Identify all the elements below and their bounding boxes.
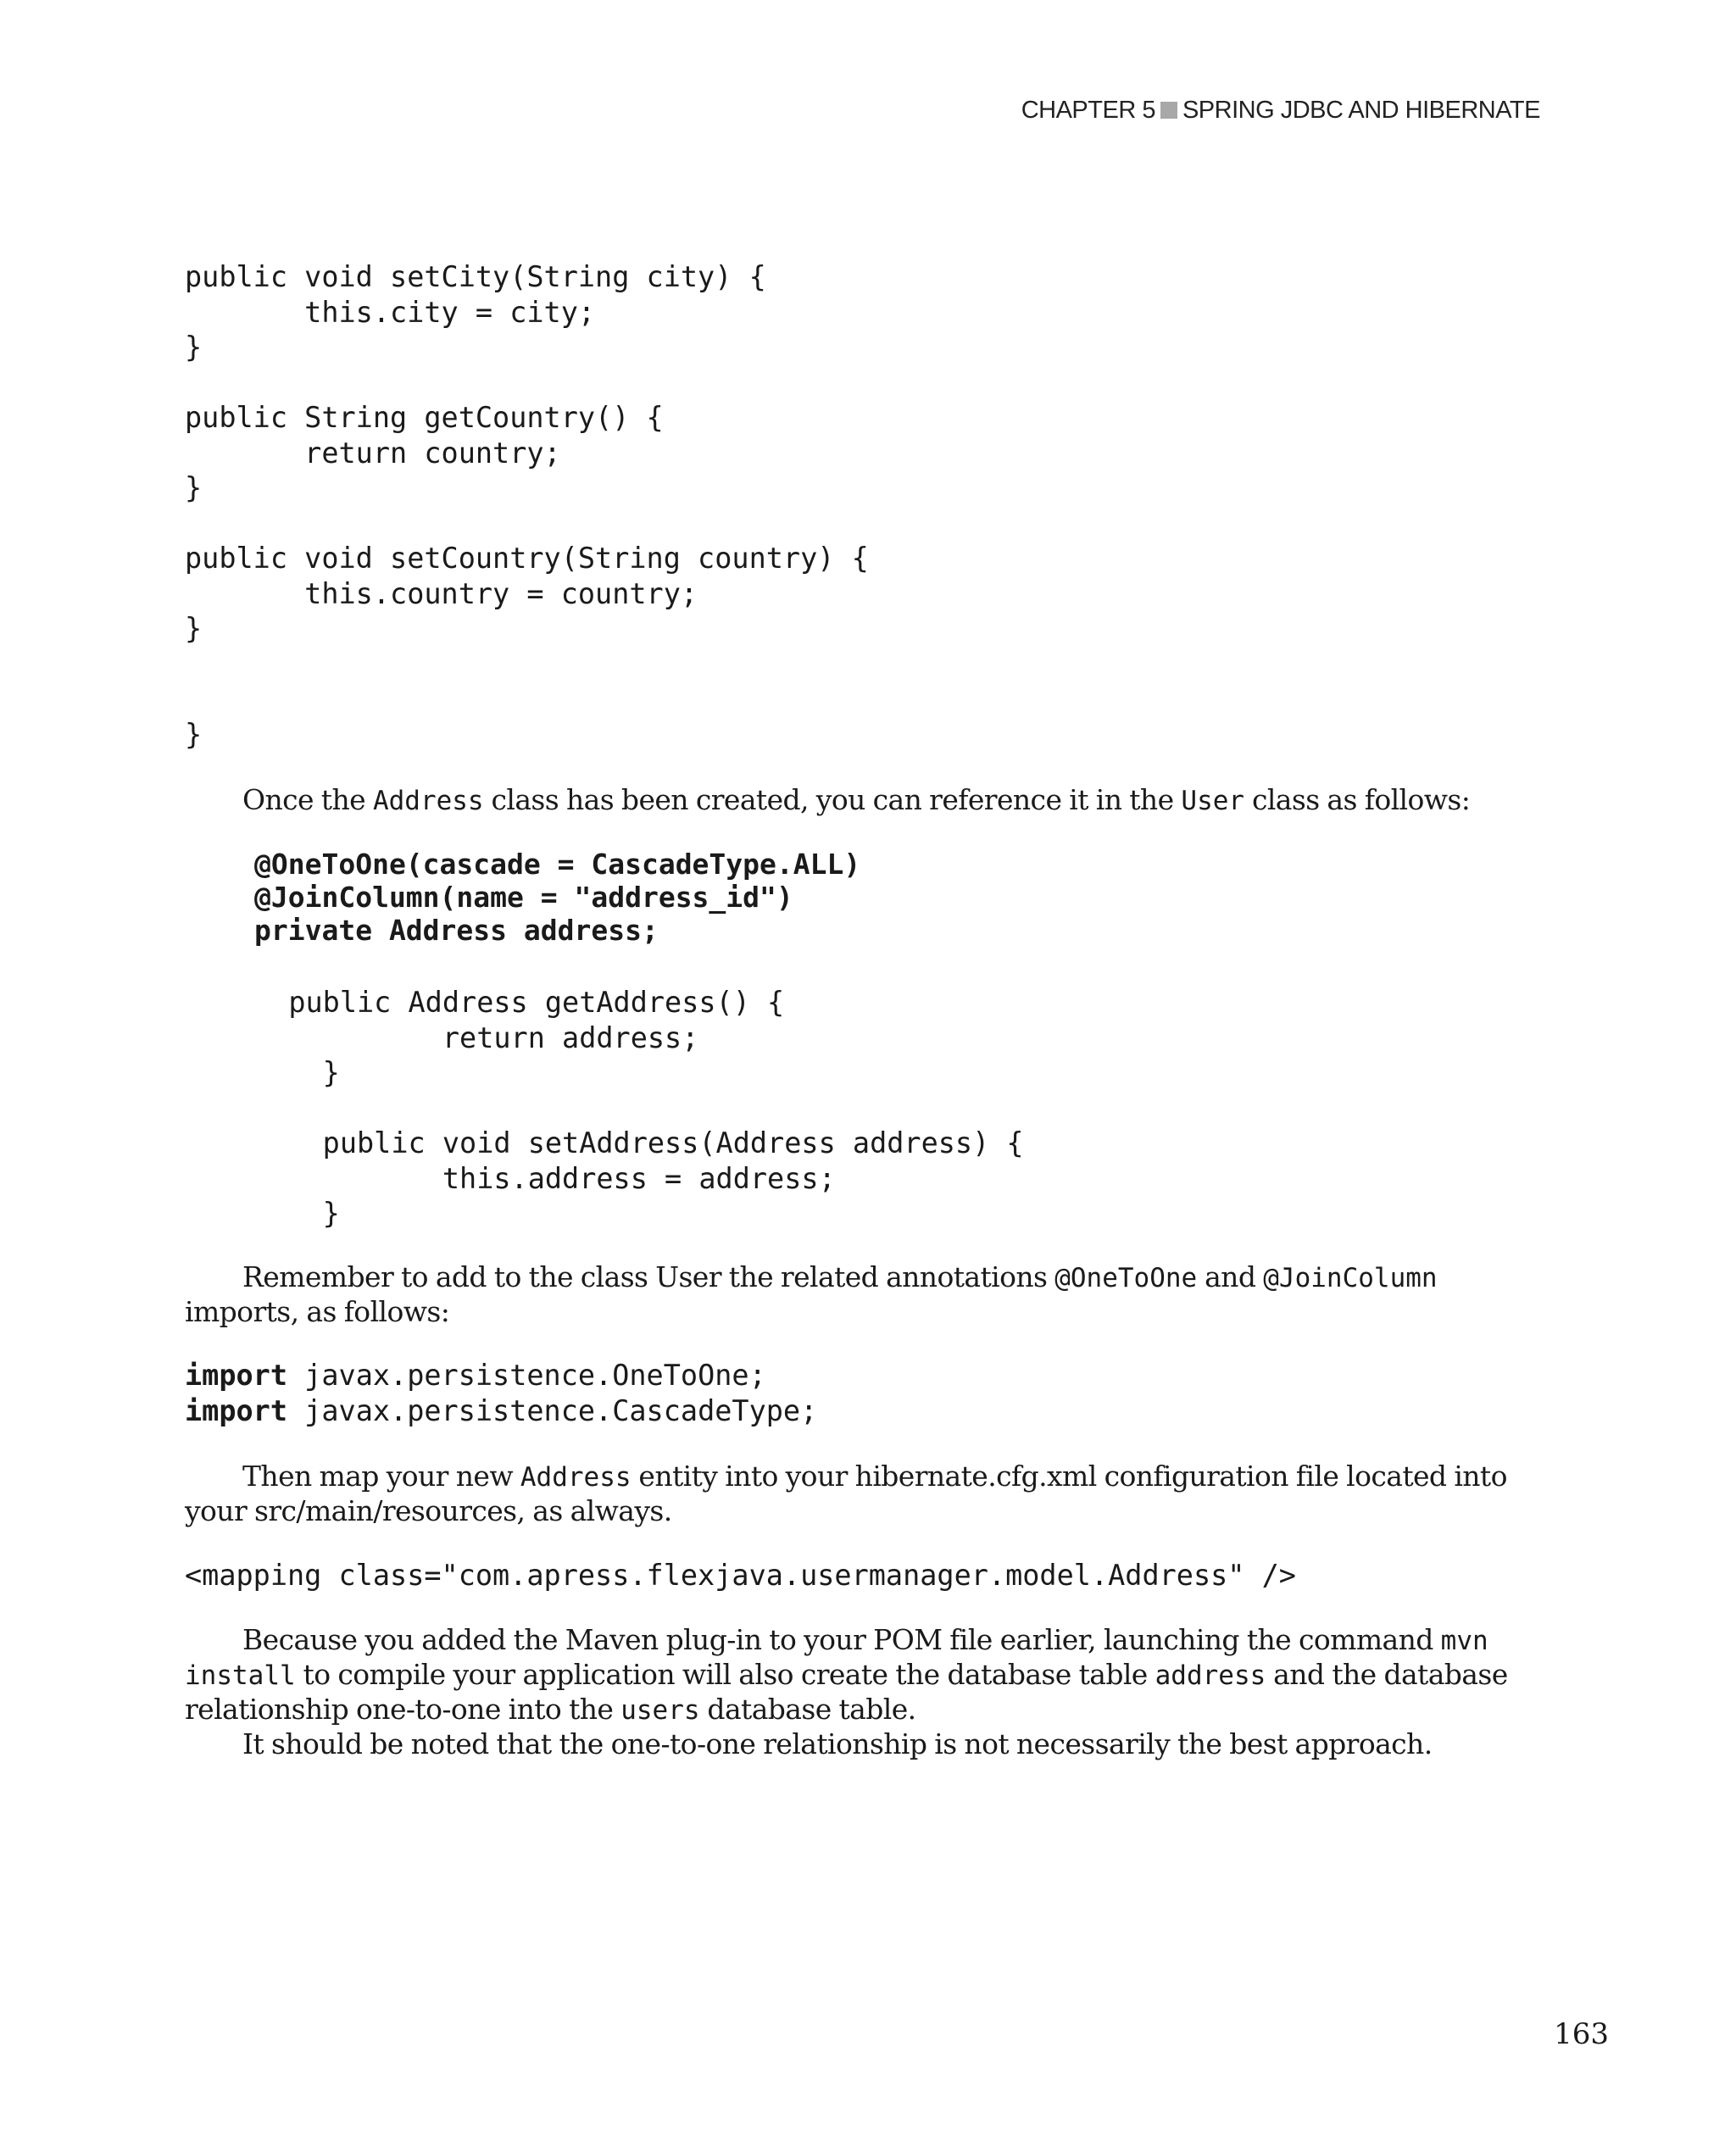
code-line: } xyxy=(185,717,203,751)
import-path: javax.persistence.OneToOne; xyxy=(287,1359,766,1392)
code-line: this.country = country; xyxy=(185,576,698,610)
import-line xyxy=(185,1393,817,1429)
code-line: this.city = city; xyxy=(185,295,596,329)
code-line xyxy=(185,647,869,682)
code-inline: Address xyxy=(372,786,484,816)
code-line: return address; xyxy=(254,1020,699,1054)
code-inline: Address xyxy=(520,1462,632,1493)
code-mapping-line: <mapping class="com.apress.flexjava.usermanager.model.Address" /> xyxy=(185,1559,1296,1592)
code-line: this.address = address; xyxy=(254,1161,836,1195)
code-line: private Address address; xyxy=(254,914,659,947)
chapter-label: CHAPTER 5 xyxy=(1021,97,1155,124)
code-inline: @JoinColumn xyxy=(1263,1263,1438,1293)
code-line: @JoinColumn(name = "address_id") xyxy=(254,881,793,914)
import-keyword: import xyxy=(185,1359,288,1392)
chapter-title: SPRING JDBC AND HIBERNATE xyxy=(1182,97,1540,124)
code-line: public void setCountry(String country) { xyxy=(185,542,869,575)
code-line: public void setAddress(Address address) { xyxy=(254,1126,1024,1159)
code-inline: mvn install xyxy=(185,1626,1488,1691)
code-inline: User xyxy=(1181,786,1245,816)
code-inline: address xyxy=(1155,1660,1266,1691)
paragraph-maven-note: Because you added the Maven plug-in to your POM file earlier, launching the command mvn install to compile your application will also create the database table address and the database relationship one-to-one into the users database table. It should be noted that the one-to-one relationship is not necessarily the best approach. xyxy=(185,1623,1508,1760)
code-block-annotations xyxy=(254,848,860,947)
code-block-address-accessors xyxy=(254,985,1024,1232)
code-line: } xyxy=(254,1056,340,1089)
running-header xyxy=(1021,97,1540,125)
code-line xyxy=(185,365,869,401)
paragraph-address-reference: Once the Address class has been created, you can reference it in the User class as follows: xyxy=(242,783,1471,816)
import-keyword: import xyxy=(185,1393,288,1427)
paragraph-mapping-note: Then map your new Address entity into your hibernate.cfg.xml configuration file located into your src/main/resources, as always. xyxy=(185,1460,1507,1527)
page-number: 163 xyxy=(1554,2017,1609,2051)
import-line xyxy=(185,1358,817,1393)
code-block-city-country xyxy=(185,259,869,752)
code-line xyxy=(185,681,869,717)
code-inline: @OneToOne xyxy=(1054,1263,1198,1293)
code-line: } xyxy=(185,471,203,504)
code-line: public Address getAddress() { xyxy=(254,986,785,1019)
code-line xyxy=(254,1091,1024,1126)
code-line xyxy=(185,506,869,542)
import-path: javax.persistence.CascadeType; xyxy=(287,1393,818,1427)
code-line: return country; xyxy=(185,436,561,470)
code-block-imports xyxy=(185,1358,817,1428)
code-line: public void setCity(String city) { xyxy=(185,260,766,293)
code-line: } xyxy=(254,1197,340,1230)
paragraph-one-to-one-note: It should be noted that the one-to-one relationship is not necessarily the best approach. xyxy=(242,1727,1433,1760)
code-line: } xyxy=(185,331,203,364)
code-line: public String getCountry() { xyxy=(185,401,664,434)
code-line: } xyxy=(185,612,203,645)
code-line: @OneToOne(cascade = CascadeType.ALL) xyxy=(254,848,861,881)
paragraph-imports-note: Remember to add to the class User the related annotations @OneToOne and @JoinColumn imports, as follows: xyxy=(185,1260,1438,1328)
square-bullet-icon xyxy=(1160,102,1177,119)
code-inline: users xyxy=(620,1695,700,1726)
